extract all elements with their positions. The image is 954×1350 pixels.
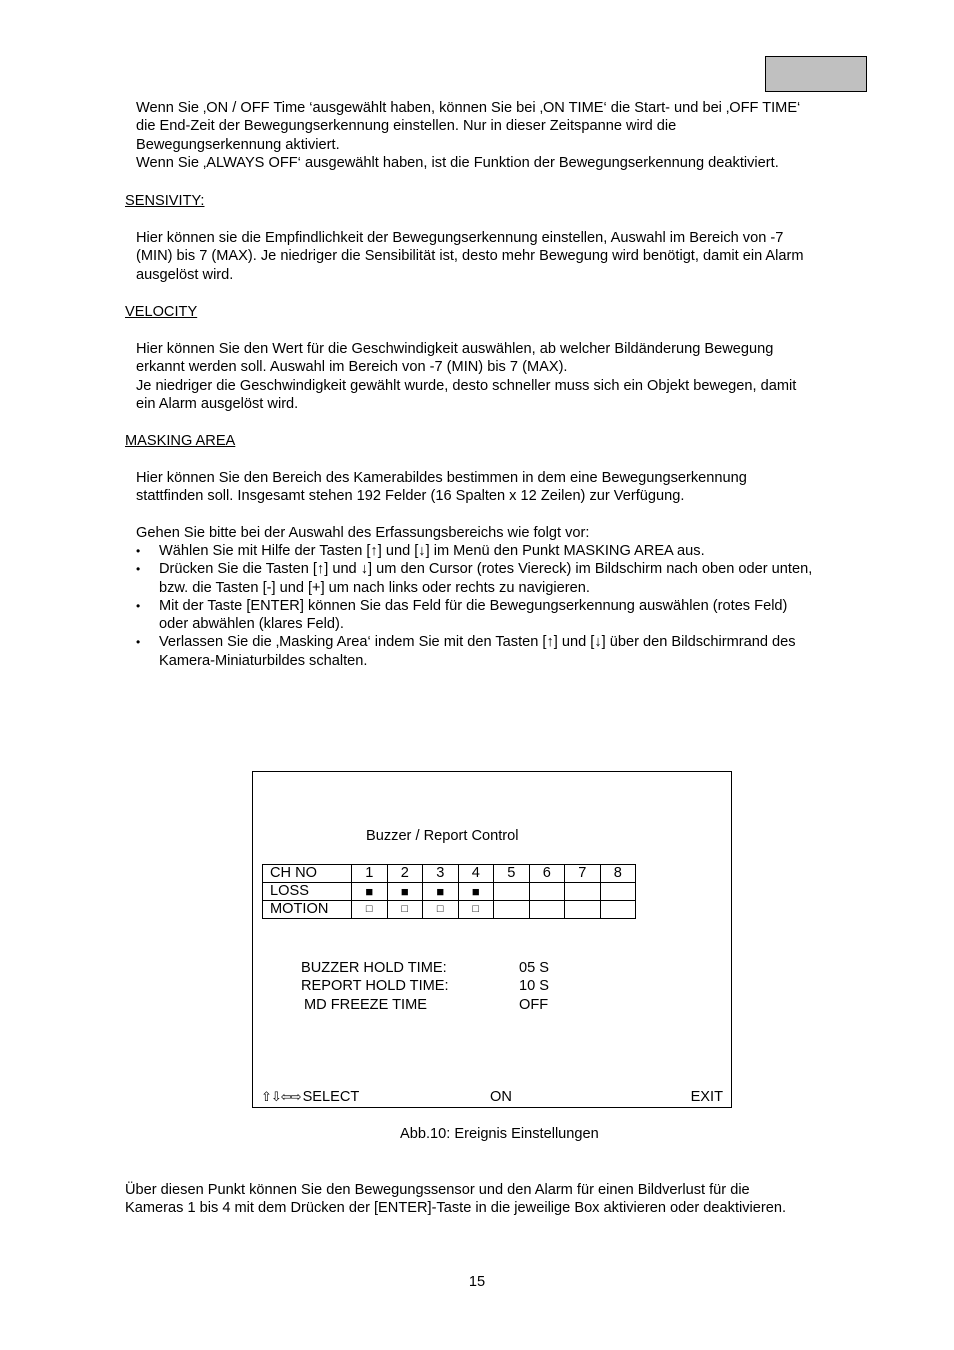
closing-line: Über diesen Punkt können Sie den Bewegungssensor und den Alarm für einen Bildverlust für die bbox=[125, 1182, 750, 1198]
header-gray-box bbox=[765, 56, 867, 92]
motion-checkbox[interactable]: □ bbox=[458, 901, 494, 919]
channel-table bbox=[262, 864, 636, 919]
on-option[interactable]: ON bbox=[490, 1089, 512, 1105]
loss-cell-empty bbox=[600, 883, 636, 901]
buzzer-report-control-screen bbox=[252, 771, 732, 1108]
table-row bbox=[263, 883, 636, 901]
motion-cell-empty bbox=[529, 901, 565, 919]
loss-cell-empty bbox=[529, 883, 565, 901]
sensivity-paragraph bbox=[136, 229, 896, 284]
masking-steps-list bbox=[136, 542, 896, 670]
buzzer-hold-time-value[interactable]: 05 S bbox=[519, 960, 550, 976]
intro-line: Bewegungserkennung aktiviert. bbox=[136, 136, 340, 153]
exit-option[interactable]: EXIT bbox=[690, 1089, 723, 1105]
select-hint bbox=[261, 1088, 359, 1107]
masking-line: Hier können Sie den Bereich des Kamerabildes bestimmen in dem eine Bewegungserkennung bbox=[136, 470, 747, 486]
channel-number: 8 bbox=[600, 865, 636, 883]
table-row bbox=[263, 901, 636, 919]
list-item-line: bzw. die Tasten [-] und [+] um nach links oder rechts zu navigieren. bbox=[159, 579, 590, 596]
loss-cell-empty bbox=[494, 883, 530, 901]
report-hold-time-label: REPORT HOLD TIME: bbox=[301, 978, 449, 995]
sensivity-line: (MIN) bis 7 (MAX). Je niedriger die Sensibilität ist, desto mehr Bewegung wird benötigt, damit ein Alarm bbox=[136, 248, 804, 265]
channel-number: 1 bbox=[352, 865, 388, 883]
channel-number: 4 bbox=[458, 865, 494, 883]
motion-checkbox[interactable]: □ bbox=[423, 901, 459, 919]
loss-checkbox[interactable]: ■ bbox=[352, 883, 388, 901]
velocity-paragraph bbox=[136, 340, 896, 413]
motion-cell-empty bbox=[494, 901, 530, 919]
intro-paragraph bbox=[136, 99, 896, 172]
masking-line: stattfinden soll. Insgesamt stehen 192 Felder (16 Spalten x 12 Zeilen) zur Verfügung. bbox=[136, 488, 685, 505]
md-freeze-time-label: MD FREEZE TIME bbox=[304, 996, 427, 1013]
intro-line: Wenn Sie ‚ON / OFF Time ‘ausgewählt haben, können Sie bei ‚ON TIME‘ die Start- und bei ‚OFF TIME‘ bbox=[136, 100, 801, 116]
list-item bbox=[136, 560, 896, 597]
channel-number: 7 bbox=[565, 865, 601, 883]
velocity-line: Hier können Sie den Wert für die Geschwindigkeit auswählen, ab welcher Bildänderung Bewegung bbox=[136, 341, 774, 357]
velocity-line: Je niedriger die Geschwindigkeit gewählt wurde, desto schneller muss sich ein Objekt bewegen, damit bbox=[136, 377, 797, 394]
velocity-line: ein Alarm ausgelöst wird. bbox=[136, 395, 299, 412]
list-item-line: • Verlassen Sie die ‚Masking Area‘ indem Sie mit den Tasten [↑] und [↓] über den Bildschirmrand des bbox=[159, 634, 796, 651]
list-item bbox=[136, 542, 896, 560]
closing-line: Kameras 1 bis 4 mit dem Drücken der [ENTER]-Taste in die jeweilige Box aktivieren oder deaktivieren. bbox=[125, 1200, 787, 1217]
buzzer-hold-time-label: BUZZER HOLD TIME: bbox=[301, 960, 447, 976]
screen-footer bbox=[261, 1088, 723, 1106]
arrow-keys-icon: ⇧⇩⇦⇨ bbox=[261, 1090, 301, 1105]
ch-no-header: CH NO bbox=[263, 865, 352, 883]
motion-checkbox[interactable]: □ bbox=[352, 901, 388, 919]
page-number: 15 bbox=[468, 1274, 486, 1290]
list-item bbox=[136, 597, 896, 634]
masking-paragraph bbox=[136, 469, 896, 506]
velocity-line: erkannt werden soll. Auswahl im Bereich von -7 (MIN) bis 7 (MAX). bbox=[136, 359, 568, 376]
loss-checkbox[interactable]: ■ bbox=[458, 883, 494, 901]
sensivity-line: Hier können sie die Empfindlichkeit der Bewegungserkennung einstellen, Auswahl im Bereich von -7 bbox=[136, 230, 784, 246]
figure-caption: Abb.10: Ereignis Einstellungen bbox=[400, 1126, 599, 1142]
velocity-heading: VELOCITY bbox=[125, 304, 198, 320]
channel-number: 5 bbox=[494, 865, 530, 883]
channel-number: 2 bbox=[387, 865, 423, 883]
motion-checkbox[interactable]: □ bbox=[387, 901, 423, 919]
list-item bbox=[136, 633, 896, 670]
motion-cell-empty bbox=[565, 901, 601, 919]
table-row bbox=[263, 865, 636, 883]
select-label: SELECT bbox=[302, 1089, 360, 1105]
motion-row-label: MOTION bbox=[263, 901, 352, 919]
channel-number: 6 bbox=[529, 865, 565, 883]
list-item-line: • Drücken Sie die Tasten [↑] und ↓] um den Cursor (rotes Viereck) im Bildschirm nach oben oder unten, bbox=[159, 561, 813, 578]
intro-line: Wenn Sie ‚ALWAYS OFF‘ ausgewählt haben, ist die Funktion der Bewegungserkennung deaktiviert. bbox=[136, 154, 779, 171]
channel-number: 3 bbox=[423, 865, 459, 883]
screen-title: Buzzer / Report Control bbox=[366, 828, 519, 844]
list-item-line: • Mit der Taste [ENTER] können Sie das Feld für die Bewegungserkennung auswählen (rotes Feld) bbox=[159, 597, 788, 614]
list-item-line: oder abwählen (klares Feld). bbox=[159, 616, 344, 633]
sensivity-line: ausgelöst wird. bbox=[136, 266, 234, 283]
intro-line: die End-Zeit der Bewegungserkennung einstellen. Nur in dieser Zeitspanne wird die bbox=[136, 118, 677, 135]
sensivity-heading: SENSIVITY: bbox=[125, 193, 205, 209]
loss-checkbox[interactable]: ■ bbox=[423, 883, 459, 901]
motion-cell-empty bbox=[600, 901, 636, 919]
list-item-line: • Wählen Sie mit Hilfe der Tasten [↑] und [↓] im Menü den Punkt MASKING AREA aus. bbox=[159, 543, 705, 559]
masking-heading: MASKING AREA bbox=[125, 433, 236, 449]
loss-cell-empty bbox=[565, 883, 601, 901]
closing-paragraph bbox=[125, 1181, 905, 1218]
masking-instructions-intro: Gehen Sie bitte bei der Auswahl des Erfassungsbereichs wie folgt vor: bbox=[136, 525, 590, 541]
report-hold-time-value[interactable]: 10 S bbox=[519, 978, 550, 995]
loss-checkbox[interactable]: ■ bbox=[387, 883, 423, 901]
list-item-line: Kamera-Miniaturbildes schalten. bbox=[159, 652, 368, 669]
loss-row-label: LOSS bbox=[263, 883, 352, 901]
md-freeze-time-value[interactable]: OFF bbox=[519, 996, 549, 1013]
